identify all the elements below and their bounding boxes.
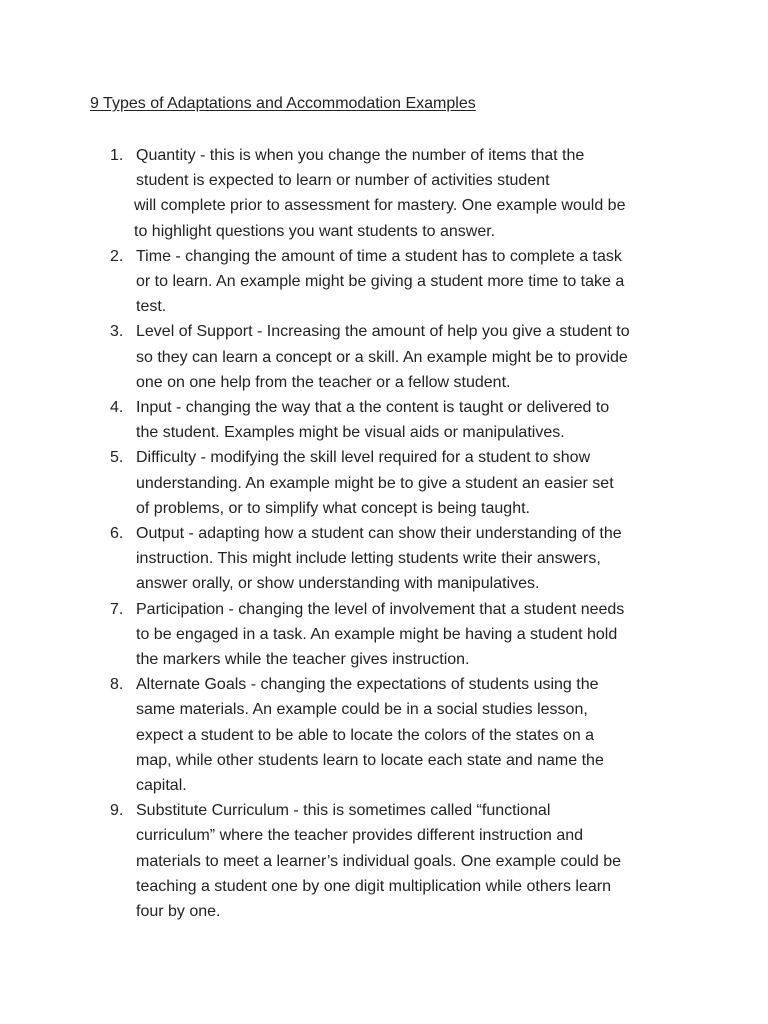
- list-item-line: of problems, or to simplify what concept is being taught.: [136, 499, 530, 517]
- list-item-line: to highlight questions you want students to answer.: [134, 222, 496, 240]
- list-item-line: curriculum” where the teacher provides different instruction and: [136, 827, 584, 845]
- list-item-line: understanding. An example might be to give a student an easier set: [136, 474, 614, 492]
- document-title: 9 Types of Adaptations and Accommodation Examples: [90, 95, 476, 112]
- list-item-line: expect a student to be able to locate the colors of the states on a: [136, 726, 595, 744]
- list-item-number: 3.: [110, 323, 124, 341]
- list-item-number: 1.: [110, 147, 124, 164]
- list-item-text: [136, 672, 686, 798]
- list-item-line: so they can learn a concept or a skill. An example might be to provide: [136, 348, 628, 366]
- list-item-line: Difficulty - modifying the skill level required for a student to show: [136, 449, 591, 467]
- list-item: [0, 521, 768, 597]
- list-item-text: [136, 521, 686, 597]
- list-item-line: will complete prior to assessment for mastery. One example would be: [134, 197, 626, 215]
- list-item-line: one on one help from the teacher or a fellow student.: [136, 373, 511, 391]
- list-item: [0, 597, 768, 673]
- list-item-line: same materials. An example could be in a social studies lesson,: [136, 701, 588, 719]
- list-item-number: 4.: [110, 399, 124, 417]
- list-item-text: [136, 319, 686, 395]
- list-item-line: four by one.: [136, 903, 221, 921]
- list-item-line: instruction. This might include letting students write their answers,: [136, 550, 601, 568]
- list-item-line: teaching a student one by one digit multiplication while others learn: [136, 877, 611, 895]
- list-item-line: the markers while the teacher gives instruction.: [136, 651, 470, 669]
- list-item-line: answer orally, or show understanding with manipulatives.: [136, 575, 540, 593]
- list-item-line: or to learn. An example might be giving a student more time to take a: [136, 273, 625, 291]
- list-item-number: 8.: [110, 676, 124, 694]
- adaptation-list: [0, 143, 768, 924]
- list-item: [0, 319, 768, 395]
- list-item-line: materials to meet a learner’s individual goals. One example could be: [136, 852, 622, 870]
- list-item: [0, 244, 768, 320]
- list-item: [0, 798, 768, 924]
- list-item-line: Output - adapting how a student can show their understanding of the: [136, 525, 622, 543]
- list-item-text: [136, 395, 686, 445]
- list-item-line: Time - changing the amount of time a student has to complete a task: [136, 247, 622, 265]
- list-item-line: the student. Examples might be visual aids or manipulatives.: [136, 424, 565, 442]
- list-item: [0, 143, 768, 244]
- list-item-number: 6.: [110, 525, 124, 543]
- list-item-line: Substitute Curriculum - this is sometimes called “functional: [136, 802, 551, 820]
- list-item-line: Input - changing the way that a the content is taught or delivered to: [136, 399, 610, 417]
- list-item: [0, 445, 768, 521]
- list-item-line: map, while other students learn to locate each state and name the: [136, 751, 604, 769]
- list-item-line: to be engaged in a task. An example might be having a student hold: [136, 625, 618, 643]
- list-item-number: 5.: [110, 449, 124, 467]
- list-item-text: [136, 244, 686, 320]
- list-item-text: [136, 597, 686, 673]
- list-item-text: [136, 798, 686, 924]
- list-item-number: 7.: [110, 600, 124, 618]
- list-item-number: 2.: [110, 247, 124, 265]
- list-item: [0, 672, 768, 798]
- list-item-number: 9.: [110, 802, 124, 820]
- list-item-line: Quantity - this is when you change the number of items that the: [136, 147, 585, 164]
- list-item: [0, 395, 768, 445]
- list-item-line: Alternate Goals - changing the expectations of students using the: [136, 676, 599, 694]
- list-item-line: capital.: [136, 777, 187, 795]
- list-item-line: student is expected to learn or number of activities student: [136, 172, 550, 190]
- list-item-line: Participation - changing the level of involvement that a student needs: [136, 600, 625, 618]
- list-item-text: [136, 445, 686, 521]
- list-item-line: test.: [136, 298, 167, 316]
- list-item-text: [136, 143, 686, 244]
- list-item-line: Level of Support - Increasing the amount of help you give a student to: [136, 323, 630, 341]
